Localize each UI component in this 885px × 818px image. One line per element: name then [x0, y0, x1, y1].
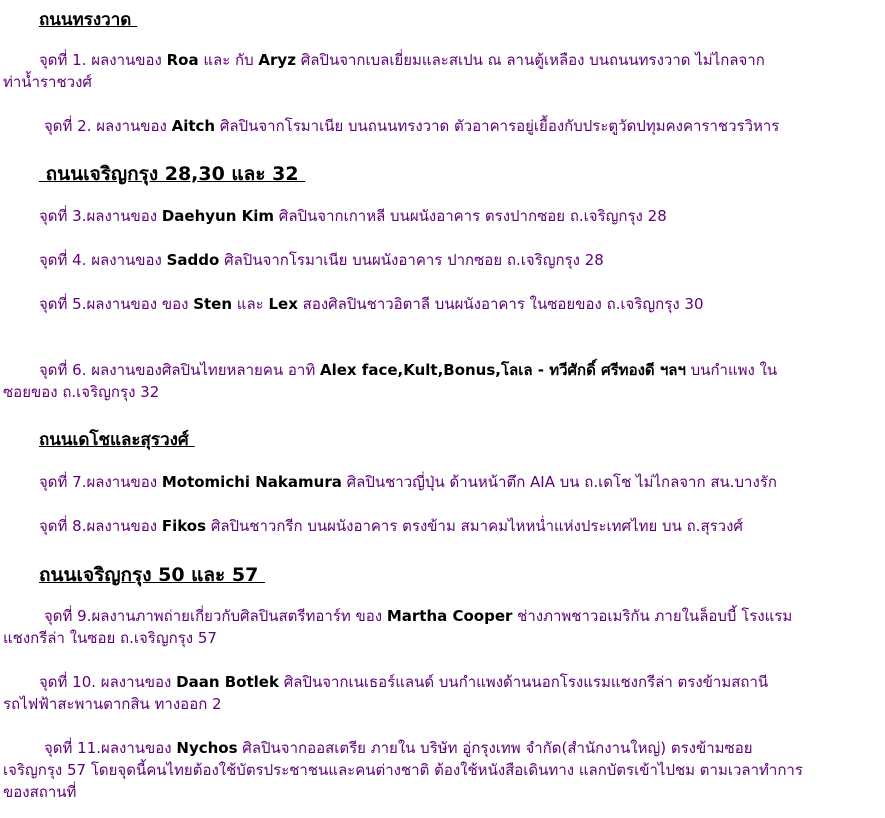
spot-9: จุดที่ 9.ผลงานภาพถ่ายเกี่ยวกับศิลปินสตรีทอาร์ท ของ Martha Cooper ช่างภาพชาวอเมริกัน ภายในล็อบบี้ โรงแรม — [44, 607, 793, 625]
spot-9-line-2: แชงกรีล่า ในซอย ถ.เจริญกรุง 57 — [3, 629, 217, 647]
spot-1: จุดที่ 1. ผลงานของ Roa และ กับ Aryz ศิลปินจากเบลเยี่ยมและสเปน ณ ลานตู้เหลือง บนถนนทรงวาด ไม่ไกลจาก — [39, 51, 765, 69]
heading-charoenkrung-28-30-32: ถนนเจริญกรุง 28,30 และ 32 — [39, 163, 306, 185]
artist-name: Daan Botlek — [176, 673, 279, 691]
artist-name: Alex face,Kult,Bonus,โลเล - ทวีศักดิ์ ศรีทองดี ฯลฯ — [319, 361, 686, 379]
artist-name: Motomichi Nakamura — [161, 473, 342, 491]
spot-10-line-2: รถไฟฟ้าสะพานตากสิน ทางออก 2 — [3, 695, 222, 713]
heading-decho-surawong: ถนนเดโชและสุรวงศ์ — [39, 430, 195, 450]
spot-6: จุดที่ 6. ผลงานของศิลปินไทยหลายคน อาทิ Alex face,Kult,Bonus,โลเล - ทวีศักดิ์ ศรีทองดี ฯลฯ บนกำแพง ใน — [39, 361, 778, 379]
artist-name: Lex — [268, 295, 298, 313]
spot-8: จุดที่ 8.ผลงานของ Fikos ศิลปินชาวกรีก บนผนังอาคาร ตรงข้าม สมาคมไหหน่ำแห่งประเทศไทย บน ถ.สุรวงศ์ — [39, 517, 743, 535]
artist-name: Nychos — [176, 739, 238, 757]
artist-name: Saddo — [166, 251, 220, 269]
spot-10: จุดที่ 10. ผลงานของ Daan Botlek ศิลปินจากเนเธอร์แลนด์ บนกำแพงด้านนอกโรงแรมแชงกรีล่า ตรงข้ามสถานี — [39, 673, 769, 691]
artist-name: Aryz — [258, 51, 296, 69]
artist-name: Martha Cooper — [386, 607, 513, 625]
spot-5: จุดที่ 5.ผลงานของ ของ Sten และ Lex สองศิลปินชาวอิตาลี บนผนังอาคาร ในซอยของ ถ.เจริญกรุง 30 — [39, 295, 704, 313]
heading-charoenkrung-50-57: ถนนเจริญกรุง 50 และ 57 — [39, 564, 265, 586]
artist-name: Roa — [166, 51, 199, 69]
spot-1-line-2: ท่าน้ำราชวงศ์ — [3, 73, 92, 91]
artist-name: Sten — [193, 295, 233, 313]
spot-4: จุดที่ 4. ผลงานของ Saddo ศิลปินจากโรมาเนีย บนผนังอาคาร ปากซอย ถ.เจริญกรุง 28 — [39, 251, 604, 269]
artist-name: Fikos — [161, 517, 207, 535]
artist-name: Daehyun Kim — [161, 207, 275, 225]
artist-name: Aitch — [171, 117, 216, 135]
spot-2: จุดที่ 2. ผลงานของ Aitch ศิลปินจากโรมาเนีย บนถนนทรงวาด ตัวอาคารอยู่เยื้องกับประตูวัดปทุมคงคาราชวรวิหาร — [44, 117, 780, 135]
spot-11-line-2: เจริญกรุง 57 โดยจุดนี้คนไทยต้องใช้บัตรประชาชนและคนต่างชาติ ต้องใช้หนังสือเดินทาง แลกบัตรเข้าไปชม ตามเวลาทำการ — [3, 761, 803, 779]
spot-11: จุดที่ 11.ผลงานของ Nychos ศิลปินจากออสเตรีย ภายใน บริษัท อู่กรุงเทพ จำกัด(สำนักงานใหญ่) ตรงข้ามซอย — [44, 739, 753, 757]
spot-6-line-2: ซอยของ ถ.เจริญกรุง 32 — [3, 383, 160, 401]
spot-7: จุดที่ 7.ผลงานของ Motomichi Nakamura ศิลปินชาวญี่ปุ่น ด้านหน้าตึก AIA บน ถ.เดโช ไม่ไกลจาก สน.บางรัก — [39, 473, 777, 491]
spot-11-line-3: ของสถานที่ — [3, 783, 77, 801]
spot-3: จุดที่ 3.ผลงานของ Daehyun Kim ศิลปินจากเกาหลี บนผนังอาคาร ตรงปากซอย ถ.เจริญกรุง 28 — [39, 207, 667, 225]
heading-songwat: ถนนทรงวาด — [39, 10, 138, 30]
